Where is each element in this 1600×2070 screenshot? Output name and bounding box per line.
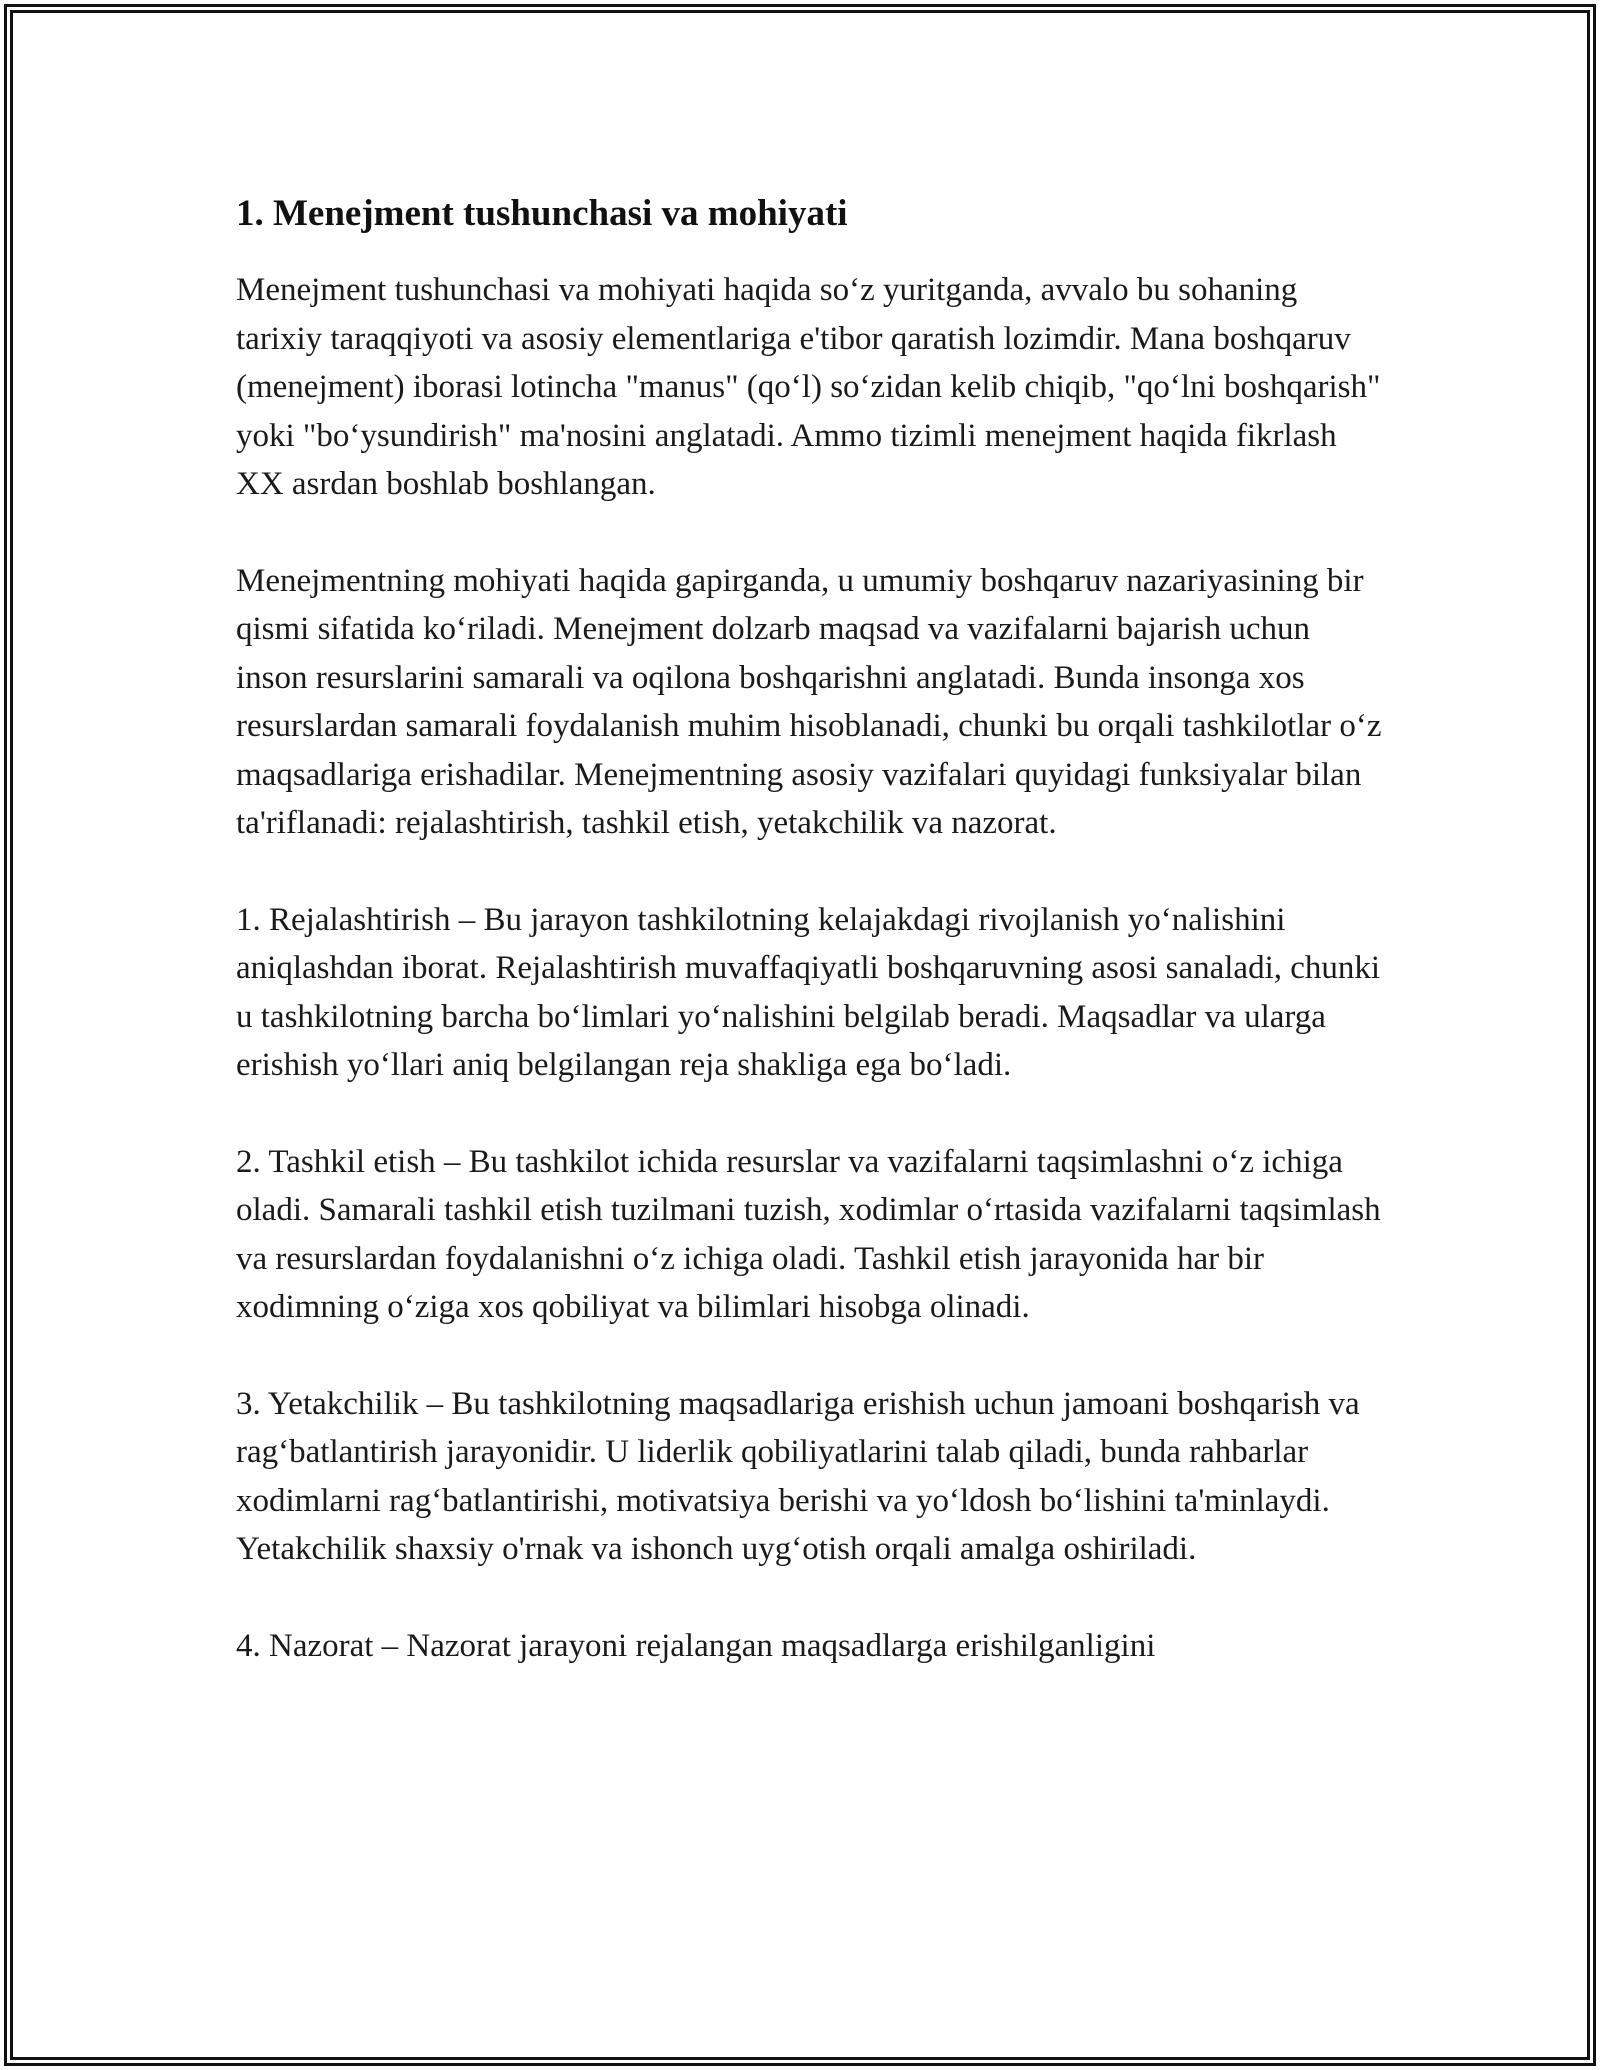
paragraph-organizing: 2. Tashkil etish – Bu tashkilot ichida resurslar va vazifalarni taqsimlashni o‘z ichiga oladi. Samarali tashkil etish tuzilmani tuzish, xodimlar o‘rtasida vazifalarni taqsimlash va resurslardan foydalanishni o‘z ichiga oladi. Tashkil etish jarayonida har bir xodimning o‘ziga xos qobiliyat va bilimlari hisobga olinadi. <box>236 1143 1381 1325</box>
paragraph-leadership: 3. Yetakchilik – Bu tashkilotning maqsadlariga erishish uchun jamoani boshqarish va rag‘batlantirish jarayonidir. U liderlik qobiliyatlarini talab qiladi, bunda rahbarlar xodimlarni rag‘batlantirishi, motivatsiya berishi va yo‘ldosh bo‘lishini ta'minlaydi. Yetakchilik shaxsiy o'rnak va ishonch uyg‘otish orqali amalga oshiriladi. <box>236 1385 1360 1567</box>
document-body <box>236 186 1386 1670</box>
paragraph-control: 4. Nazorat – Nazorat jarayoni rejalangan maqsadlarga erishilganligini <box>236 1627 1156 1664</box>
paragraph-planning: 1. Rejalashtirish – Bu jarayon tashkilotning kelajakdagi rivojlanish yo‘nalishini aniqlashdan iborat. Rejalashtirish muvaffaqiyatli boshqaruvning asosi sanaladi, chunki u tashkilotning barcha bo‘limlari yo‘nalishini belgilab beradi. Maqsadlar va ularga erishish yo‘llari aniq belgilangan reja shakliga ega bo‘ladi. <box>236 901 1381 1083</box>
paragraph-intro: Menejment tushunchasi va mohiyati haqida so‘z yuritganda, avvalo bu sohaning tarixiy taraqqiyoti va asosiy elementlariga e'tibor qaratish lozimdir. Mana boshqaruv (menejment) iborasi lotincha "manus" (qo‘l) so‘zidan kelib chiqib, "qo‘lni boshqarish" yoki "bo‘ysundirish" ma'nosini anglatadi. Ammo tizimli menejment haqida fikrlash XX asrdan boshlab boshlangan. <box>236 272 1381 502</box>
section-heading: 1. Menejment tushunchasi va mohiyati <box>236 193 848 234</box>
paragraph-essence: Menejmentning mohiyati haqida gapirganda, u umumiy boshqaruv nazariyasining bir qismi sifatida ko‘riladi. Menejment dolzarb maqsad va vazifalarni bajarish uchun inson resurslarini samarali va oqilona boshqarishni anglatadi. Bunda insonga xos resurslardan samarali foydalanish muhim hisoblanadi, chunki bu orqali tashkilotlar o‘z maqsadlariga erishadilar. Menejmentning asosiy vazifalari quyidagi funksiyalar bilan ta'riflanadi: rejalashtirish, tashkil etish, yetakchilik va nazorat. <box>236 562 1382 841</box>
